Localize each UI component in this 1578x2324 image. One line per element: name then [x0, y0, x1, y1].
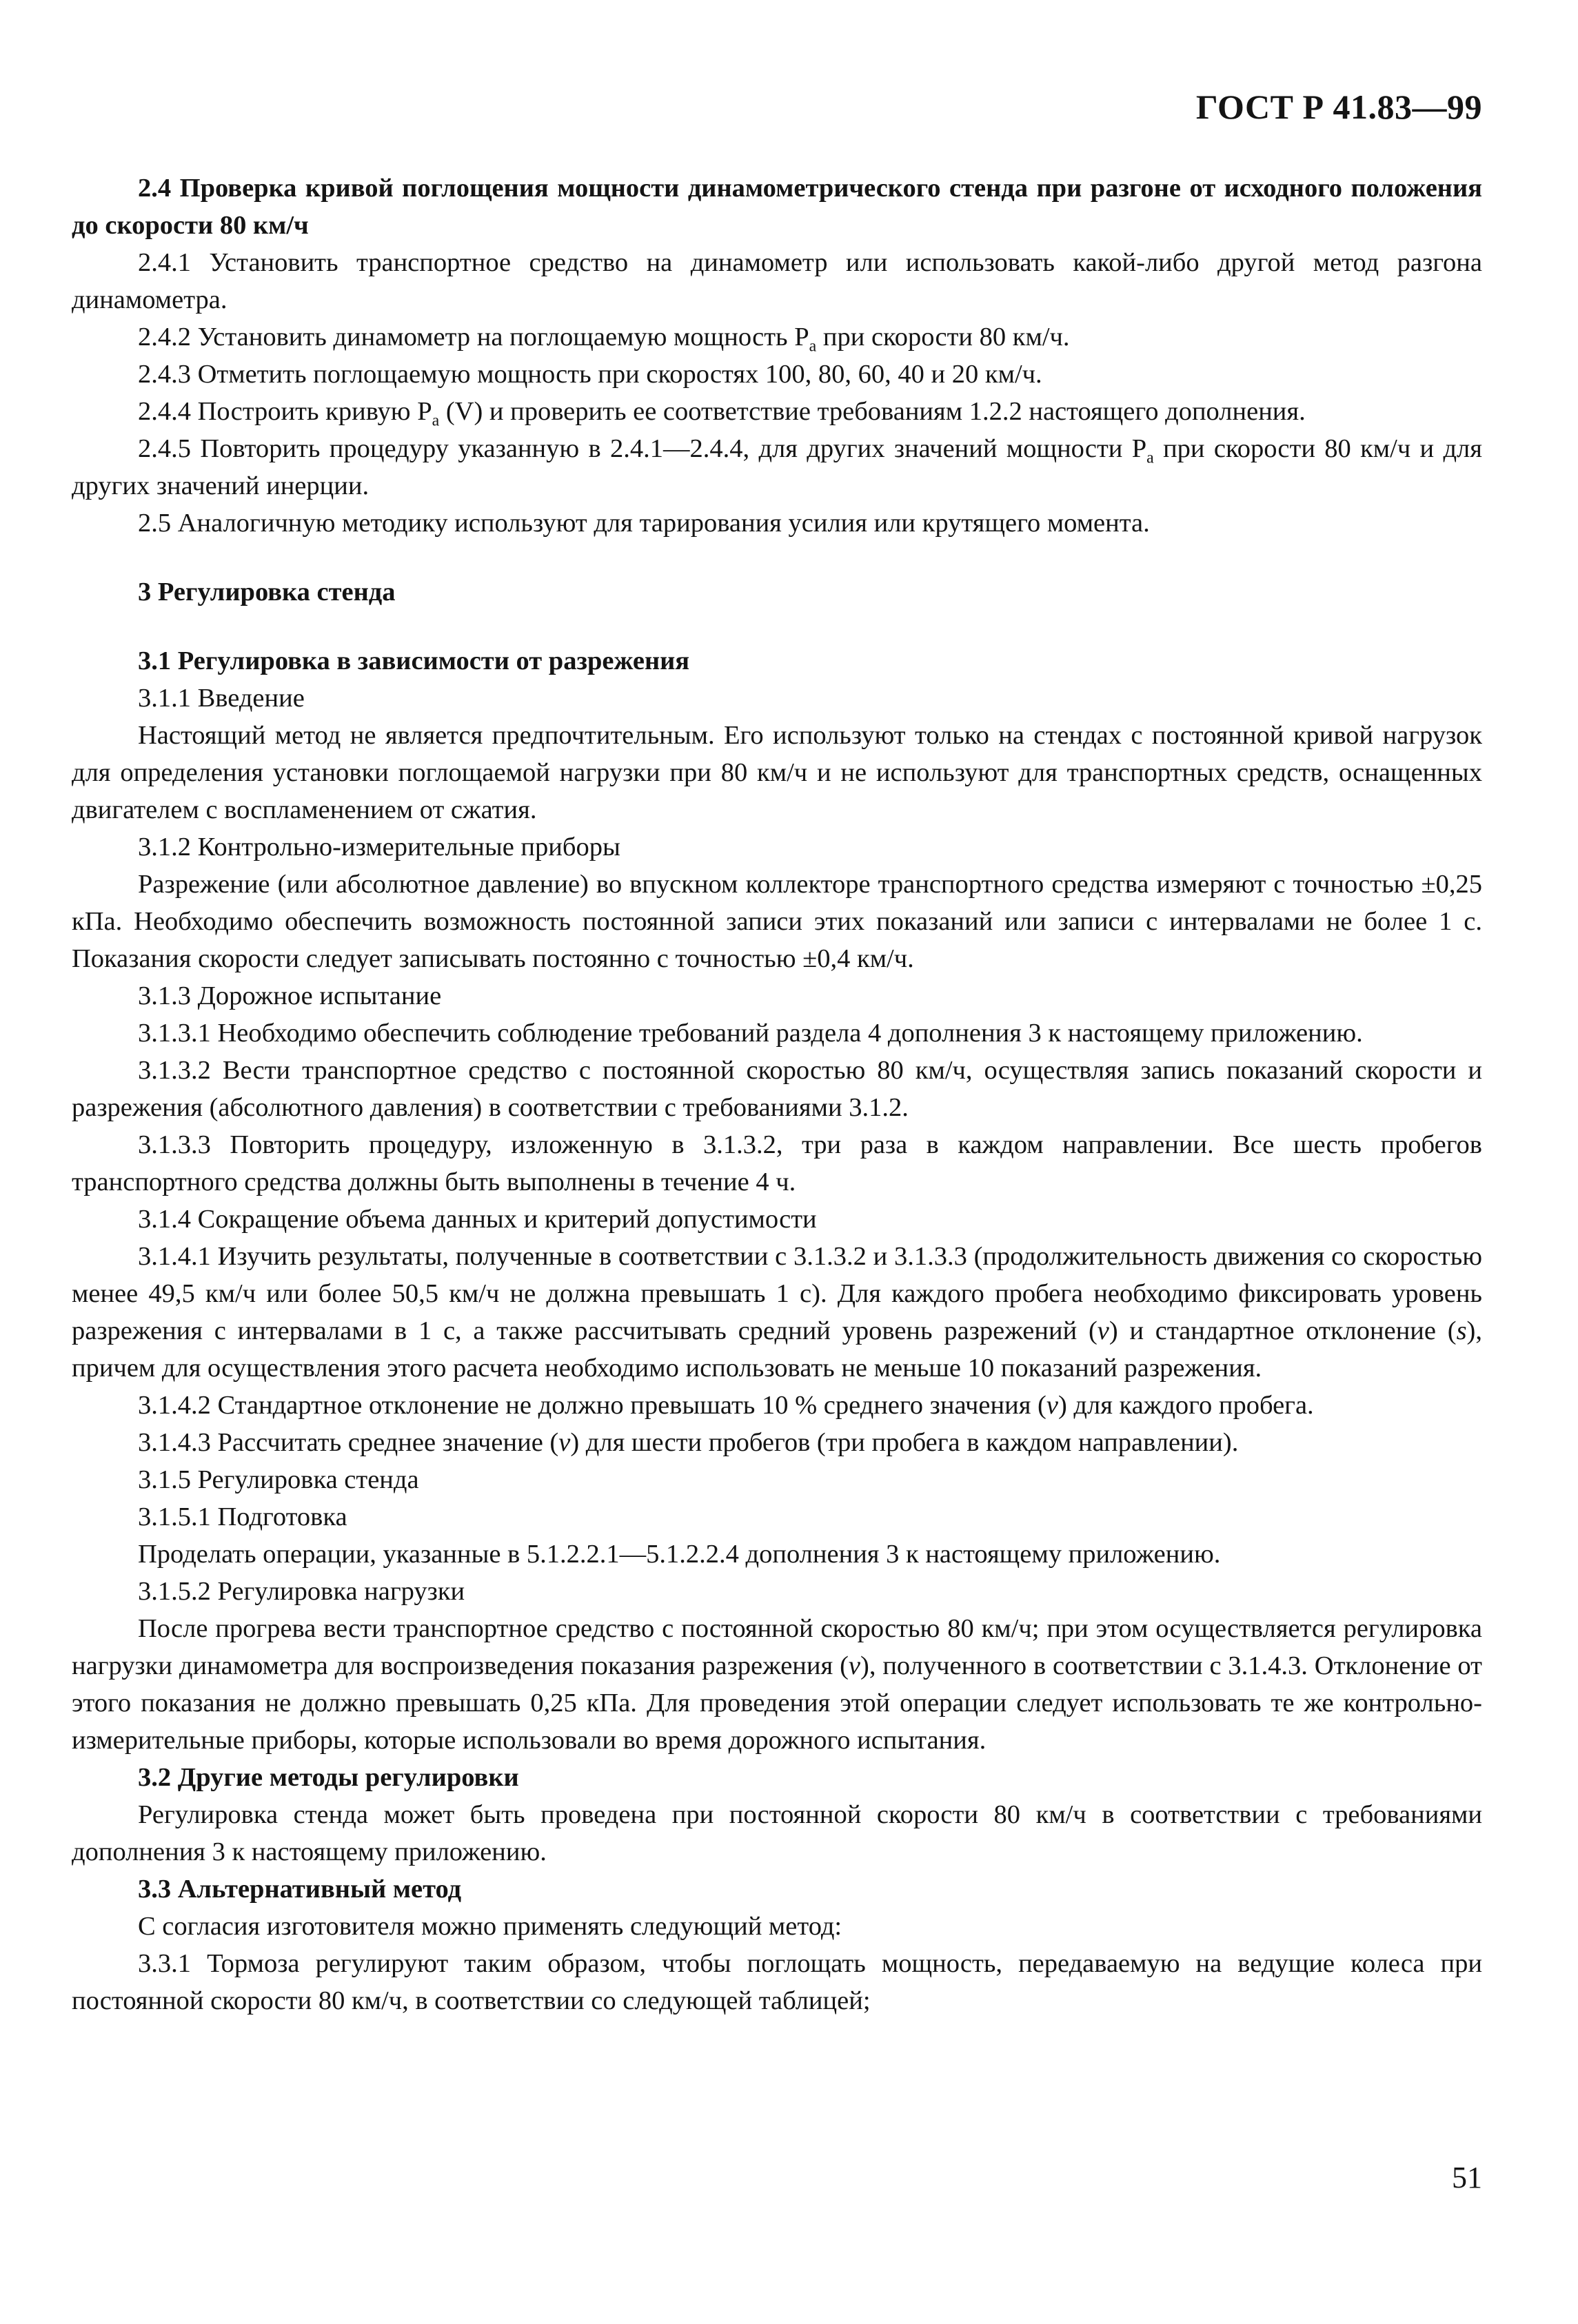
paragraph: Проделать операции, указанные в 5.1.2.2.1—5.1.2.2.4 дополнения 3 к настоящему приложению. — [138, 1540, 1221, 1569]
subsection-heading: 3.2 Другие методы регулировки — [138, 1763, 519, 1792]
paragraph: 2.4.5 Повторить процедуру указанную в 2.4.1—2.4.4, для других значений мощности $P_a$ при скорости 80 км/ч и для других значений инерции. — [72, 434, 1482, 500]
paragraph: Разрежение (или абсолютное давление) во впускном коллекторе транспортного средства измеряют с точностью ±0,25 кПа. Необходимо обеспечить возможность постоянной записи этих показаний или записи с интервалами не более 1 с. Показания скорости следует записывать постоянно с точностью ±0,4 км/ч. — [72, 870, 1482, 973]
document-page — [72, 0, 1482, 2324]
paragraph: 3.1.3.2 Вести транспортное средство с постоянной скоростью 80 км/ч, осуществляя запись показаний скорости и разрежения (абсолютного давления) в соответствии с требованиями 3.1.2. — [72, 1056, 1482, 1122]
paragraph: После прогрева вести транспортное средство с постоянной скоростью 80 км/ч; при этом осуществляется регулировка нагрузки динамометра для воспроизведения показания разрежения (v), полученного в соответствии с 3.1.4.3. Отклонение от этого показания не должно превышать 0,25 кПа. Для проведения этой операции следует использовать те же контрольно-измерительные приборы, которые использовали во время дорожного испытания. — [72, 1614, 1482, 1755]
paragraph: 3.1.3 Дорожное испытание — [138, 981, 442, 1010]
paragraph: Настоящий метод не является предпочтительным. Его используют только на стендах с постоянной кривой нагрузок для определения установки поглощаемой нагрузки при 80 км/ч и не используют для транспортных средств, оснащенных двигателем с воспламенением от сжатия. — [72, 721, 1482, 824]
paragraph: 3.1.3.1 Необходимо обеспечить соблюдение требований раздела 4 дополнения 3 к настоящему приложению. — [138, 1019, 1363, 1048]
paragraph: 3.1.5.2 Регулировка нагрузки — [138, 1577, 465, 1606]
section-heading: 3.1 Регулировка в зависимости от разрежения — [138, 646, 690, 675]
paragraph: 2.4.1 Установить транспортное средство на динамометр или использовать какой-либо другой метод разгона динамометра. — [72, 248, 1482, 314]
paragraph: 2.4.4 Построить кривую $P_a$ (V) и проверить ее соответствие требованиям 1.2.2 настоящего дополнения. — [138, 397, 1306, 430]
subsection-heading: 3.3 Альтернативный метод — [138, 1875, 462, 1904]
section-heading: 3 Регулировка стенда — [138, 578, 396, 607]
paragraph: 3.1.5.1 Подготовка — [138, 1502, 347, 1531]
paragraph: 3.1.4.3 Рассчитать среднее значение (v) для шести пробегов (три пробега в каждом направлении). — [138, 1428, 1239, 1457]
paragraph: 2.5 Аналогичную методику используют для тарирования усилия или крутящего момента. — [138, 509, 1150, 538]
paragraph: 3.1.4.1 Изучить результаты, полученные в соответствии с 3.1.3.2 и 3.1.3.3 (продолжительность движения со скоростью менее 49,5 км/ч или более 50,5 км/ч не должна превышать 1 с). Для каждого пробега необходимо фиксировать уровень разрежения с интервалами в 1 с, а также рассчитывать средний уровень разрежений (v) и стандартное отклонение (s), причем для осуществления этого расчета необходимо использовать не меньше 10 показаний разрежения. — [72, 1242, 1482, 1383]
subsection-heading: 2.4 Проверка кривой поглощения мощности динамометрического стенда при разгоне от исходного положения до скорости 80 км/ч — [72, 174, 1482, 240]
paragraph: 3.1.1 Введение — [138, 684, 305, 713]
document-body — [72, 170, 1482, 2019]
paragraph: 3.3.1 Тормоза регулируют таким образом, чтобы поглощать мощность, передаваемую на ведущие колеса при постоянной скорости 80 км/ч, в соответствии со следующей таблицей; — [72, 1949, 1482, 2015]
paragraph: 3.1.4 Сокращение объема данных и критерий допустимости — [138, 1205, 817, 1234]
paragraph: 3.1.5 Регулировка стенда — [138, 1465, 419, 1494]
paragraph: С согласия изготовителя можно применять следующий метод: — [138, 1912, 842, 1941]
page-number: 51 — [1452, 2161, 1482, 2194]
paragraph: 2.4.3 Отметить поглощаемую мощность при скоростях 100, 80, 60, 40 и 20 км/ч. — [138, 360, 1042, 389]
paragraph: 2.4.2 Установить динамометр на поглощаемую мощность $P_a$ при скорости 80 км/ч. — [138, 323, 1070, 356]
document-code-header: ГОСТ Р 41.83—99 — [1195, 88, 1482, 126]
paragraph: 3.1.2 Контрольно-измерительные приборы — [138, 833, 620, 862]
paragraph: 3.1.3.3 Повторить процедуру, изложенную в 3.1.3.2, три раза в каждом направлении. Все шесть пробегов транспортного средства должны быть выполнены в течение 4 ч. — [72, 1130, 1482, 1196]
paragraph: Регулировка стенда может быть проведена при постоянной скорости 80 км/ч в соответствии с требованиями дополнения 3 к настоящему приложению. — [72, 1800, 1482, 1866]
paragraph: 3.1.4.2 Стандартное отклонение не должно превышать 10 % среднего значения (v) для каждого пробега. — [138, 1391, 1314, 1420]
